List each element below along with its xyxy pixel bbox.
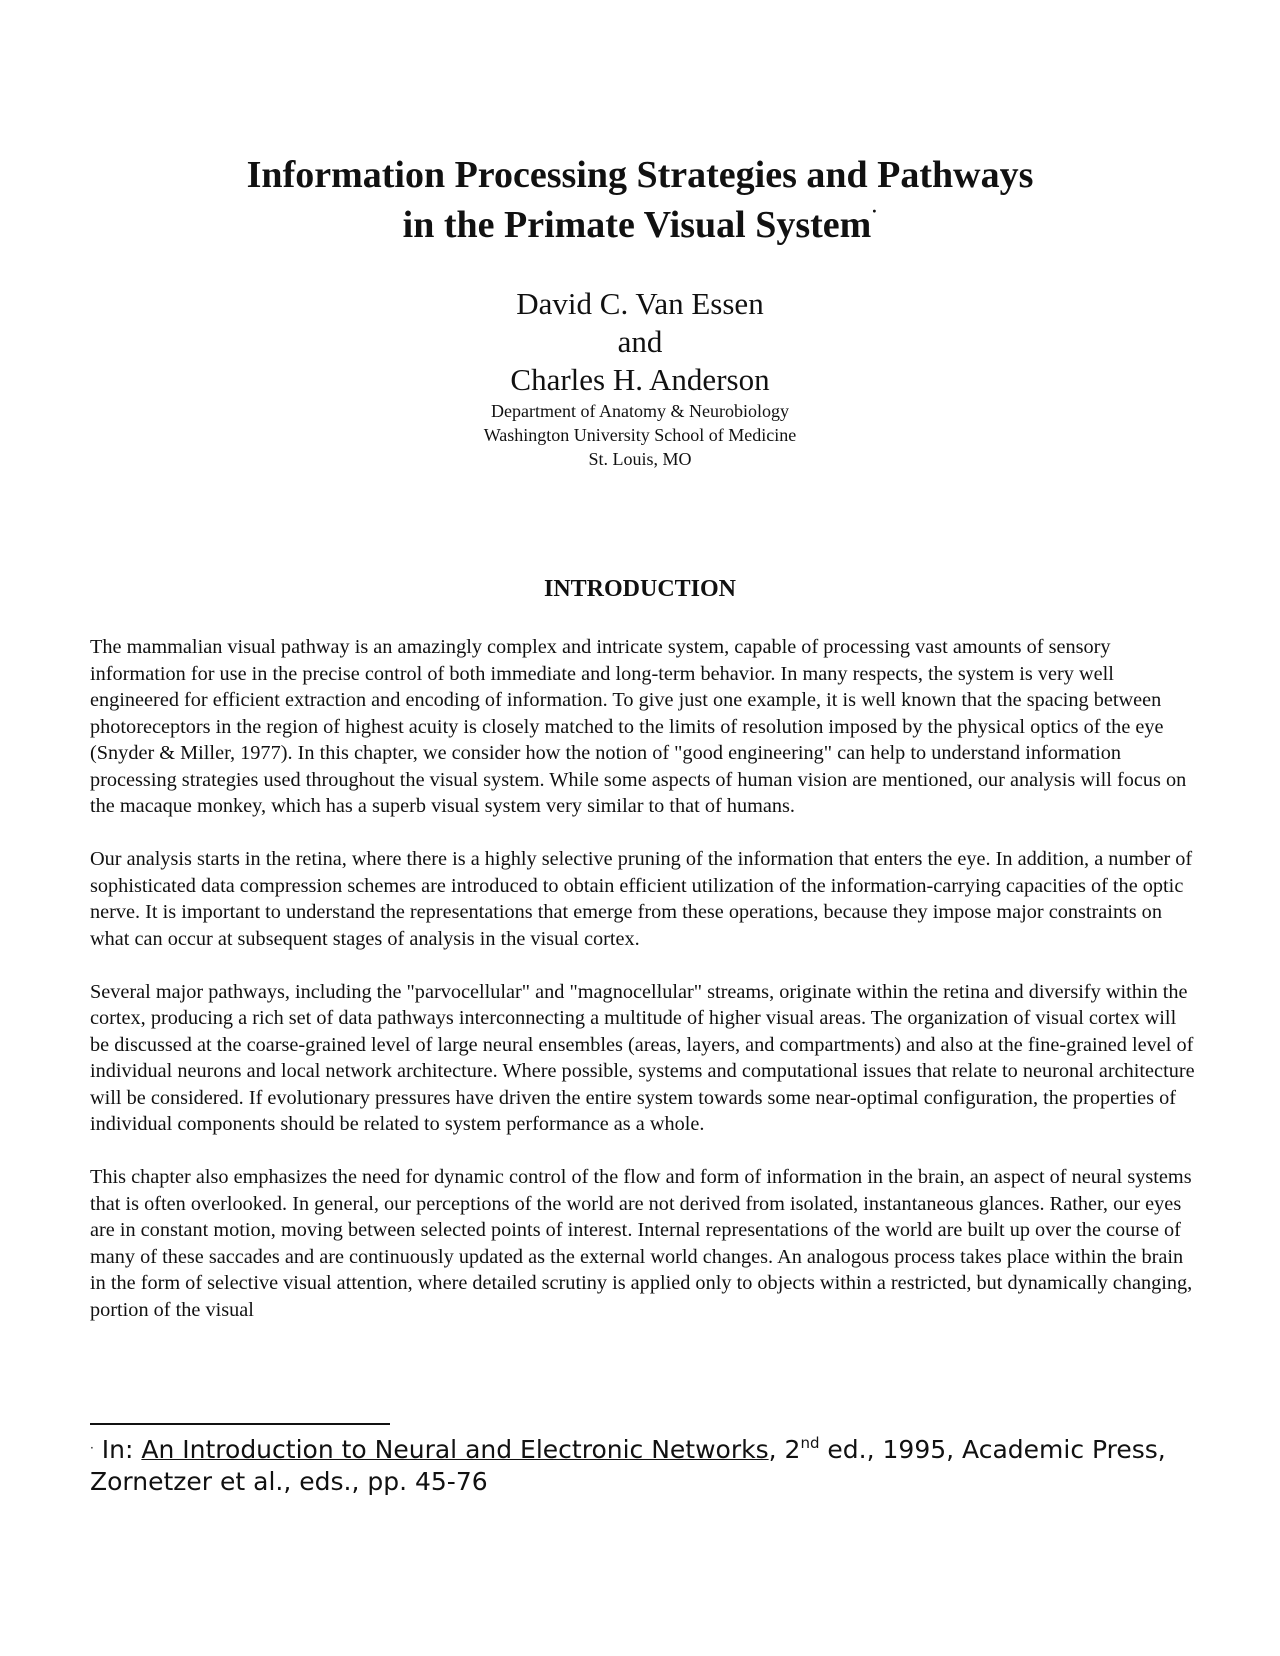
section-heading: INTRODUCTION [543,576,737,602]
institution: Washington University School of Medicine [483,425,797,445]
paragraph-3: Several major pathways, including the "parvocellular" and "magnocellular" streams, originate within the retina and diversify within the cortex, producing a rich set of data pathways interconnecting a multitude of higher visual areas. The organization of visual cortex will be discussed at the coarse-grained level of large neural ensembles (areas, layers, and compartments) and also at the fine-grained level of individual neurons and local network architecture. Where possible, systems and computational issues that relate to neuronal architecture will be considered. If evolutionary pressures have driven the entire system towards some near-optimal configuration, the properties of individual components should be related to system performance as a whole. [90,980,1195,1135]
author-1: David C. Van Essen [516,286,764,321]
body-text [90,634,1200,1350]
paragraph-4: This chapter also emphasizes the need for dynamic control of the flow and form of information in the brain, an aspect of neural systems that is often overlooked. In general, our perceptions of the world are not derived from isolated, instantaneous glances. Rather, our eyes are in constant motion, moving between selected points of interest. Internal representations of the world are built up over the course of many of these saccades and are continuously updated as the external world changes. An analogous process takes place within the brain in the form of selective visual attention, where detailed scrutiny is applied only to objects within a restricted, but dynamically changing, portion of the visual [90,1166,1193,1321]
paper-title [0,150,1280,250]
footnote-edition-suffix: nd [800,1434,820,1452]
paragraph-1: The mammalian visual pathway is an amazingly complex and intricate system, capable of processing vast amounts of sensory information for use in the precise control of both immediate and long-term behavior. In many respects, the system is very well engineered for efficient extraction and encoding of information. To give just one example, it is well known that the spacing between photoreceptors in the region of highest acuity is closely matched to the limits of resolution imposed by the physical optics of the eye (Snyder & Miller, 1977). In this chapter, we consider how the notion of "good engineering" can help to understand information processing strategies used throughout the visual system. While some aspects of human vision are mentioned, our analysis will focus on the macaque monkey, which has a superb visual system very similar to that of humans. [90,636,1187,817]
author-conjunction: and [617,324,663,359]
footnote [90,1432,1200,1498]
author-block [0,285,1280,471]
title-footnote-mark: · [871,201,878,221]
title-line-1: Information Processing Strategies and Pathways [246,154,1034,196]
footnote-prefix: In: [101,1435,142,1464]
paragraph-2: Our analysis starts in the retina, where there is a highly selective pruning of the information that enters the eye. In addition, a number of sophisticated data compression schemes are introduced to obtain efficient utilization of the information-carrying capacities of the optic nerve. It is important to understand the representations that emerge from these operations, because they impose major constraints on what can occur at subsequent stages of analysis in the visual cortex. [90,848,1193,950]
footnote-edition-number: , 2 [768,1435,801,1464]
footnote-citation: ed., 1995, Academic Press, Zornetzer et al., eds., pp. 45-76 [90,1435,1166,1496]
title-line-2: in the Primate Visual System [402,204,872,246]
location: St. Louis, MO [588,449,692,469]
author-2: Charles H. Anderson [510,362,770,397]
footnote-mark: · [90,1441,94,1455]
department: Department of Anatomy & Neurobiology [491,401,789,421]
footnote-book-title: An Introduction to Neural and Electronic Networks [141,1435,769,1464]
footnote-divider [90,1423,390,1425]
